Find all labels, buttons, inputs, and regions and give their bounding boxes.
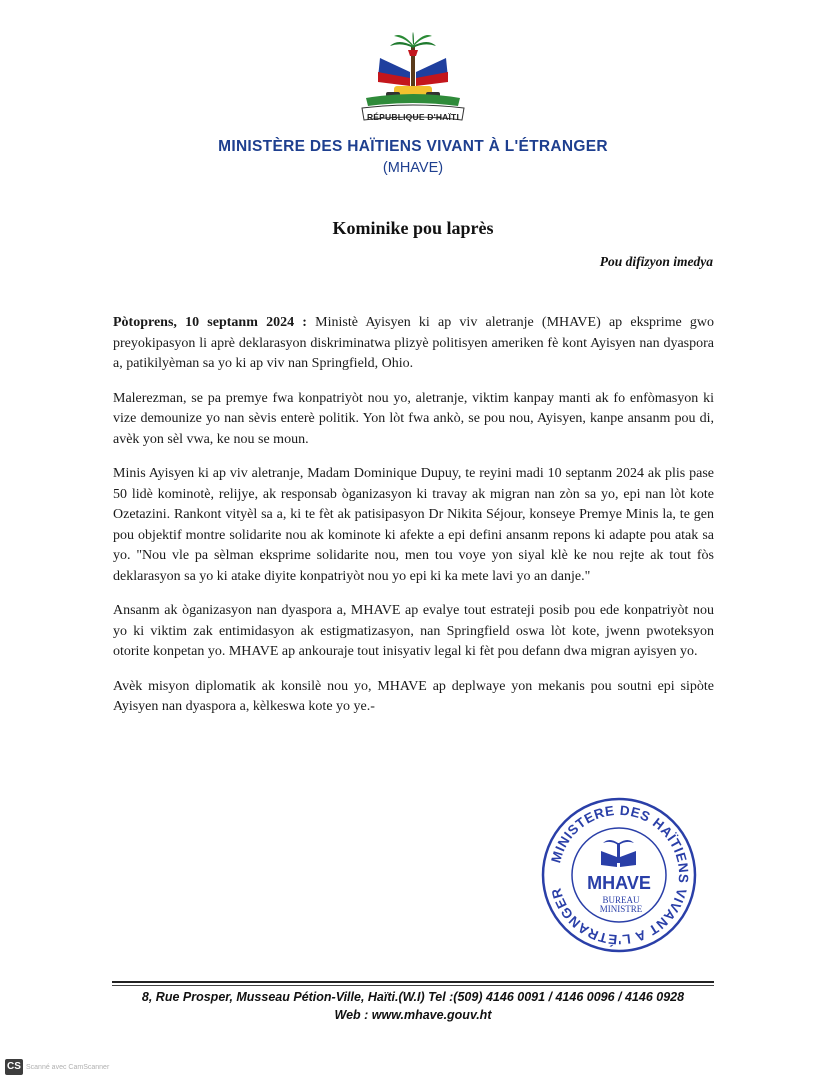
- broadcast-note: Pou difizyon imedya: [599, 254, 713, 269]
- document-body: [113, 313, 714, 732]
- paragraph-1: [113, 313, 714, 375]
- dateline: Pòtoprens, 10 septanm 2024 :: [113, 315, 307, 330]
- paragraph-1-text: Ministè Ayisyen ki ap viv aletranje (MHAVE) ap eksprime gwo preyokipasyon li aprè deklarasyon diskriminatwa plizyè politisyen ameriken fè kont Ayisyen nan dyaspora a, patikilyèman sa yo ki ap viv nan Springfield, Ohio.: [113, 315, 714, 371]
- footer-divider: [112, 981, 714, 983]
- stamp-ring-text: MINISTERE DES HAÏTIENS VIVANT A L'ÉTRANGER: [548, 802, 692, 948]
- coat-of-arms-icon: [358, 32, 468, 124]
- paragraph-4: Ansanm ak òganizasyon nan dyaspora a, MHAVE ap evalye tout estrateji posib pou ede konpatriyòt nou yo ki viktim zak entimidasyon ak estigmatizasyon, nan Springfield oswa lòt kote, jwenn pwoteksyon otorite konpetan yo. MHAVE ap ankouraje tout inisyativ legal ki fèt pou defann dwa migran ayisyen yo.: [113, 603, 714, 659]
- ministry-acronym: (MHAVE): [382, 160, 444, 176]
- ministry-name: MINISTÈRE DES HAÏTIENS VIVANT À L'ÉTRANGER: [218, 138, 608, 155]
- document-title: Kominike pou laprès: [332, 218, 494, 238]
- stamp-center-text: MHAVE: [587, 873, 651, 893]
- stamp-sub-text-1: BUREAU: [602, 895, 640, 905]
- paragraph-2: Malerezman, se pa premye fwa konpatriyòt nou yo, aletranje, viktim kanpay manti ak fo enfòmasyon ki vize demounize yo nan sèvis enterè politik. Yon lòt fwa ankò, se pou nou, Ayisyen, kanpe ansanm pou di, avèk yon sèl vwa, ke nou se moun.: [113, 390, 714, 447]
- stamp-emblem-icon: [601, 840, 636, 867]
- footer-address: 8, Rue Prosper, Musseau Pétion-Ville, Haïti.(W.I) Tel :(509) 4146 0091 / 4146 0096 / 4146 0928: [141, 990, 685, 1004]
- coat-of-arms-label: RÉPUBLIQUE D'HAÏTI: [366, 112, 460, 122]
- camscanner-watermark: Scanné avec CamScanner: [26, 1064, 110, 1071]
- camscanner-logo-icon: CS: [5, 1059, 23, 1075]
- stamp-sub-text-2: MINISTRE: [599, 904, 643, 914]
- paragraph-3: Minis Ayisyen ki ap viv aletranje, Madam Dominique Dupuy, te reyini madi 10 septanm 2024 ak plis pase 50 lidè kominotè, relijye, ak responsab òganizasyon ki travay ak migran nan zòn sa yo, epi nan lòt kote Ozetazini. Rankont vityèl sa a, ki te fèt ak patisipasyon Dr Nikita Séjour, konseye Premye Minis la, te gen pou objektif montre solidarite nou ak kominote ki afekte a epi defini ansanm repons ki adapte pou atak sa yo. "Nou vle pa sèlman eksprime solidarite nou, men tou voye yon siyal klè ke nou rejte ak tout fòs deklarasyon sa yo ki atake diyite konpatriyòt nou yo epi ki ka mete lavi yo an danje.": [113, 466, 714, 584]
- paragraph-5: Avèk misyon diplomatik ak konsilè nou yo, MHAVE ap deplwaye yon mekanis pou soutni epi sipòte Ayisyen nan dyaspora a, kèlkeswa kote yo ye.-: [113, 678, 714, 714]
- footer-website: Web : www.mhave.gouv.ht: [334, 1008, 492, 1022]
- official-stamp: [539, 795, 699, 955]
- footer-divider-thin: [112, 985, 714, 986]
